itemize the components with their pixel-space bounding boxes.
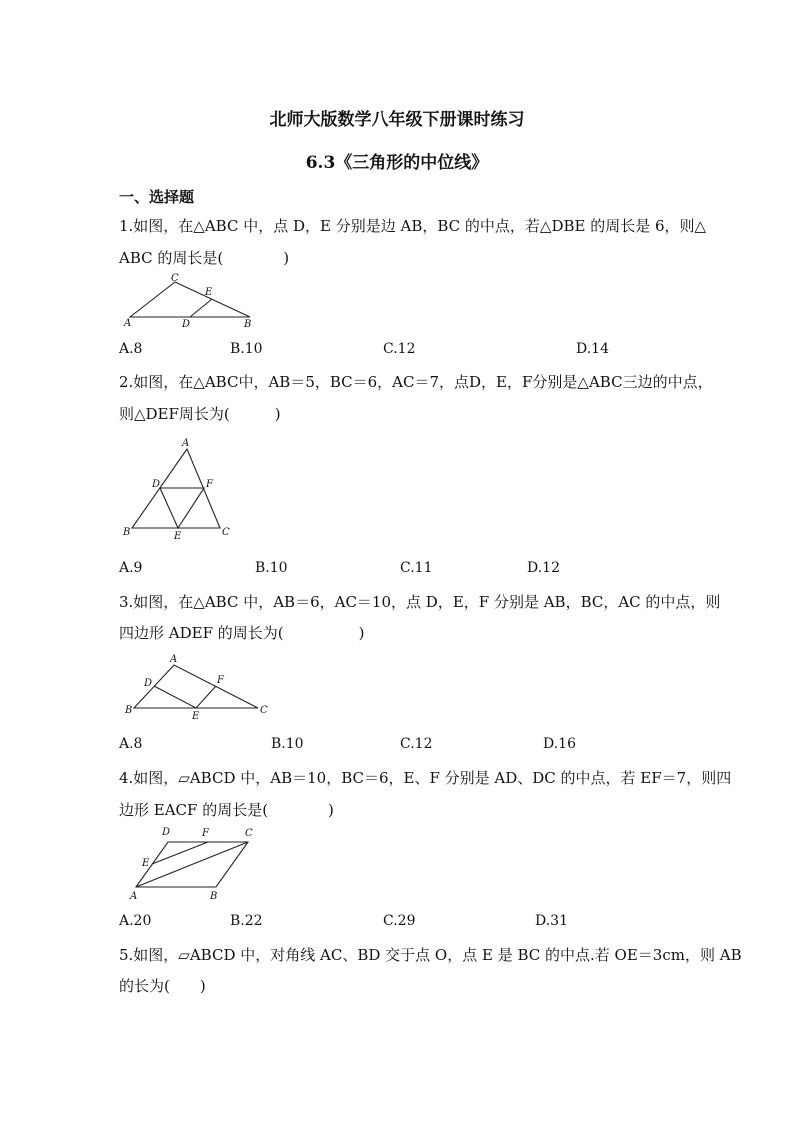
question-2-option-b: B.10: [255, 560, 288, 576]
question-5-stem-line1: 5.如图，▱ABCD 中，对角线 AC、BD 交于点 O，点 E 是 BC 的中点.若 OE＝3cm，则 AB: [119, 946, 742, 964]
question-1-figure: [120, 270, 270, 332]
quadrilateral-adef-inner: [154, 686, 216, 708]
label-e: E: [174, 531, 182, 542]
page-subtitle: 6.3《三角形的中位线》: [305, 153, 489, 173]
section-heading: 一、选择题: [119, 188, 195, 206]
question-4-option-a: A.20: [119, 913, 152, 929]
question-5-stem-line2: 的长为( ): [119, 977, 206, 995]
question-3-option-d: D.16: [543, 736, 576, 752]
label-e: E: [205, 287, 213, 298]
label-f: F: [217, 675, 224, 686]
question-2-stem-line2: 则△DEF周长为( ): [119, 405, 281, 423]
question-1-option-a: A.8: [119, 341, 143, 357]
question-3-stem-line2: 四边形 ADEF 的周长为( ): [119, 624, 365, 642]
label-c: C: [171, 273, 179, 284]
question-1-option-c: C.12: [383, 341, 416, 357]
label-d: D: [182, 319, 191, 330]
label-e: E: [192, 711, 200, 722]
label-a: A: [182, 438, 190, 449]
question-2-figure: [120, 434, 240, 546]
triangle-def: [160, 488, 204, 528]
question-3-stem-line1: 3.如图，在△ABC 中，AB＝6，AC＝10，点 D，E，F 分别是 AB，BC，AC 的中点，则: [119, 593, 721, 611]
label-b: B: [210, 891, 218, 902]
question-4-stem-line1: 4.如图，▱ABCD 中，AB＝10，BC＝6，E、F 分别是 AD、DC 的中点，若 EF＝7，则四: [119, 769, 732, 787]
question-2-option-a: A.9: [119, 560, 143, 576]
label-d: D: [152, 479, 161, 490]
label-c: C: [222, 527, 230, 538]
label-a: A: [170, 654, 178, 665]
label-a: A: [130, 891, 138, 902]
page-title: 北师大版数学八年级下册课时练习: [269, 110, 525, 130]
question-1-option-b: B.10: [230, 341, 263, 357]
label-e: E: [142, 858, 150, 869]
question-4-option-b: B.22: [230, 913, 263, 929]
label-b: B: [244, 319, 252, 330]
label-c: C: [260, 705, 268, 716]
triangle-abc: [130, 282, 250, 317]
midline-de: [190, 299, 212, 317]
label-f: F: [206, 479, 213, 490]
label-f: F: [202, 828, 209, 839]
label-d: D: [144, 678, 153, 689]
label-c: C: [245, 828, 253, 839]
question-3-figure: [120, 650, 280, 722]
label-a: A: [124, 318, 132, 329]
question-4-figure: [120, 822, 270, 904]
question-1-stem-line2: ABC 的周长是( ): [119, 249, 290, 267]
question-2-option-d: D.12: [527, 560, 560, 576]
question-4-option-d: D.31: [535, 913, 568, 929]
question-1-option-d: D.14: [576, 341, 609, 357]
triangle-abc: [134, 665, 258, 708]
label-b: B: [123, 527, 131, 538]
question-2-option-c: C.11: [400, 560, 433, 576]
label-d: D: [162, 827, 171, 838]
question-3-option-c: C.12: [400, 736, 433, 752]
question-1-stem-line1: 1.如图，在△ABC 中，点 D，E 分别是边 AB，BC 的中点，若△DBE 的周长是 6，则△: [119, 217, 707, 235]
label-b: B: [125, 705, 133, 716]
question-3-option-a: A.8: [119, 736, 143, 752]
question-4-stem-line2: 边形 EACF 的周长是( ): [119, 801, 334, 819]
question-4-option-c: C.29: [383, 913, 416, 929]
question-2-stem-line1: 2.如图，在△ABC中，AB＝5，BC＝6，AC＝7，点D，E，F分别是△ABC三边的中点，: [119, 373, 713, 391]
question-3-option-b: B.10: [271, 736, 304, 752]
